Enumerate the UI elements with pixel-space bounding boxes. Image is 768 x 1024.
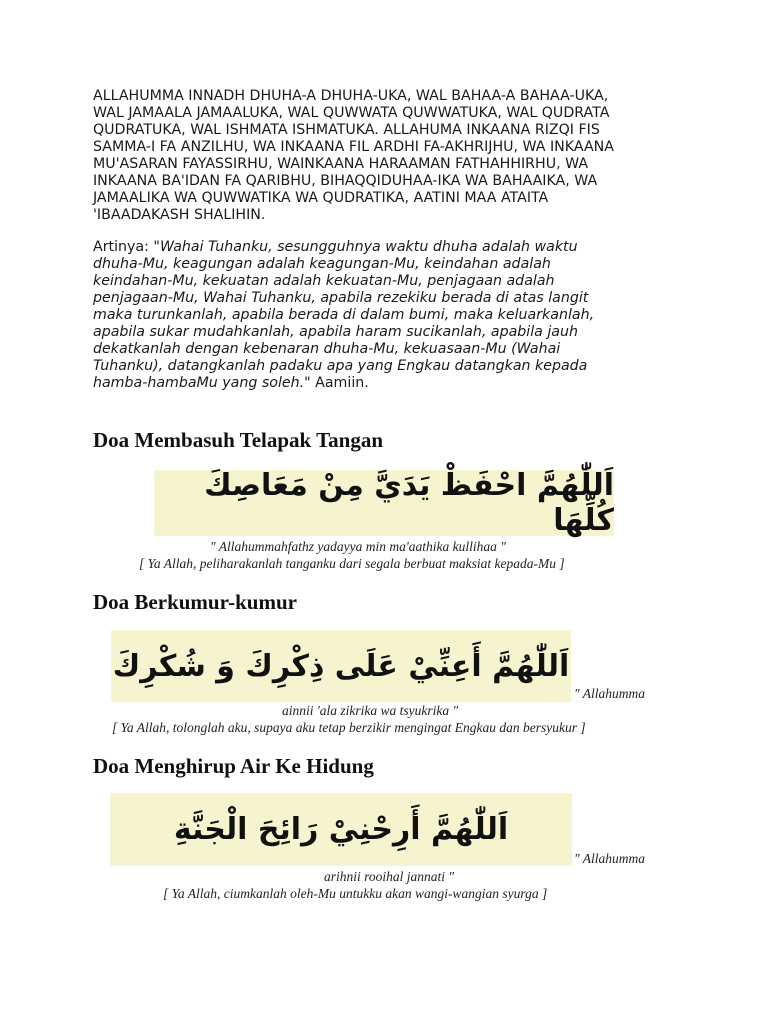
section-heading-berkumur: Doa Berkumur-kumur xyxy=(93,590,297,614)
doa-dhuha-transliteration xyxy=(93,88,673,224)
translation-berkumur: [ Ya Allah, tolonglah aku, supaya aku tetap berzikir mengingat Engkau dan bersyukur ] xyxy=(112,720,586,735)
text-line: WAL JAMAALA JAMAALUKA, WAL QUWWATA QUWWATUKA, WAL QUDRATA xyxy=(93,105,610,121)
latin-menghirup-end: arihnii rooihal jannati " xyxy=(324,869,455,884)
text-line: apabila sukar mudahkanlah, apabila haram sucikanlah, apabila jauh xyxy=(93,324,578,340)
text-line: Wahai Tuhanku, sesungguhnya waktu dhuha adalah waktu xyxy=(159,239,578,255)
arabic-image-menghirup xyxy=(110,793,572,866)
artinya-end: " Aamiin. xyxy=(304,375,369,391)
doa-dhuha-translation xyxy=(93,239,683,392)
text-line: INKAANA BA'IDAN FA QARIBHU, BIHAQQIDUHAA-IKA WA BAHAAIKA, WA xyxy=(93,173,598,189)
latin-berkumur-start: " Allahumma xyxy=(574,686,646,701)
translation-menghirup: [ Ya Allah, ciumkanlah oleh-Mu untukku akan wangi-wangian syurga ] xyxy=(163,886,548,901)
latin-membasuh: " Allahummahfathz yadayya min ma'aathika kullihaa " xyxy=(210,539,506,554)
text-line: JAMAALIKA WA QUWWATIKA WA QUDRATIKA, AATINI MAA ATAITA xyxy=(93,190,549,206)
text-line: dhuha-Mu, keagungan adalah keagungan-Mu, keindahan adalah xyxy=(93,256,551,272)
latin-berkumur-end: ainnii 'ala zikrika wa tsyukrika " xyxy=(282,703,459,718)
arabic-image-berkumur xyxy=(111,630,571,702)
text-line: MU'ASARAN FAYASSIRHU, WAINKAANA HARAAMAN FATHAHHIRHU, WA xyxy=(93,156,589,172)
section-heading-menghirup: Doa Menghirup Air Ke Hidung xyxy=(93,754,374,778)
text-line: SAMMA-I FA ANZILHU, WA INKAANA FIL ARDHI FA-AKHRIJHU, WA INKAANA xyxy=(93,139,614,155)
text-line: 'IBAADAKASH SHALIHIN. xyxy=(93,207,266,223)
text-line: Tuhanku), datangkanlah padaku apa yang Engkau datangkan kepada xyxy=(93,358,588,374)
text-line: penjagaan-Mu, Wahai Tuhanku, apabila rezekiku berada di atas langit xyxy=(93,290,589,306)
arabic-image-membasuh xyxy=(154,470,614,536)
arabic-text: اَللّٰهُمَّ أَرِحْنِيْ رَائِحَ الْجَنَّةِ xyxy=(173,812,509,847)
translation-membasuh: [ Ya Allah, peliharakanlah tanganku dari segala berbuat maksiat kepada-Mu ] xyxy=(139,556,565,571)
text-line: maka turunkanlah, apabila berada di dalam bumi, maka keluarkanlah, xyxy=(93,307,595,323)
arabic-text: اَللّٰهُمَّ احْفَظْ يَدَيَّ مِنْ مَعَاصِكَ كُلِّهَا xyxy=(204,468,614,538)
text-line: ALLAHUMMA INNADH DHUHA-A DHUHA-UKA, WAL BAHAA-A BAHAA-UKA, xyxy=(93,88,609,104)
text-line: QUDRATUKA, WAL ISHMATA ISHMATUKA. ALLAHUMA INKAANA RIZQI FIS xyxy=(93,122,600,138)
arabic-text: اَللّٰهُمَّ أَعِنِّيْ عَلَى ذِكْرِكَ وَ شُكْرِكَ xyxy=(112,648,570,684)
text-line: hamba-hambaMu yang soleh. xyxy=(93,375,305,391)
text-line: keindahan-Mu, kekuatan adalah kekuatan-Mu, penjagaan adalah xyxy=(93,273,555,289)
text-line: dekatkanlah dengan kebenaran dhuha-Mu, kekuasaan-Mu (Wahai xyxy=(93,341,561,357)
artinya-label: Artinya: " xyxy=(93,239,160,255)
section-heading-membasuh: Doa Membasuh Telapak Tangan xyxy=(93,428,384,452)
latin-menghirup-start: " Allahumma xyxy=(574,851,646,866)
